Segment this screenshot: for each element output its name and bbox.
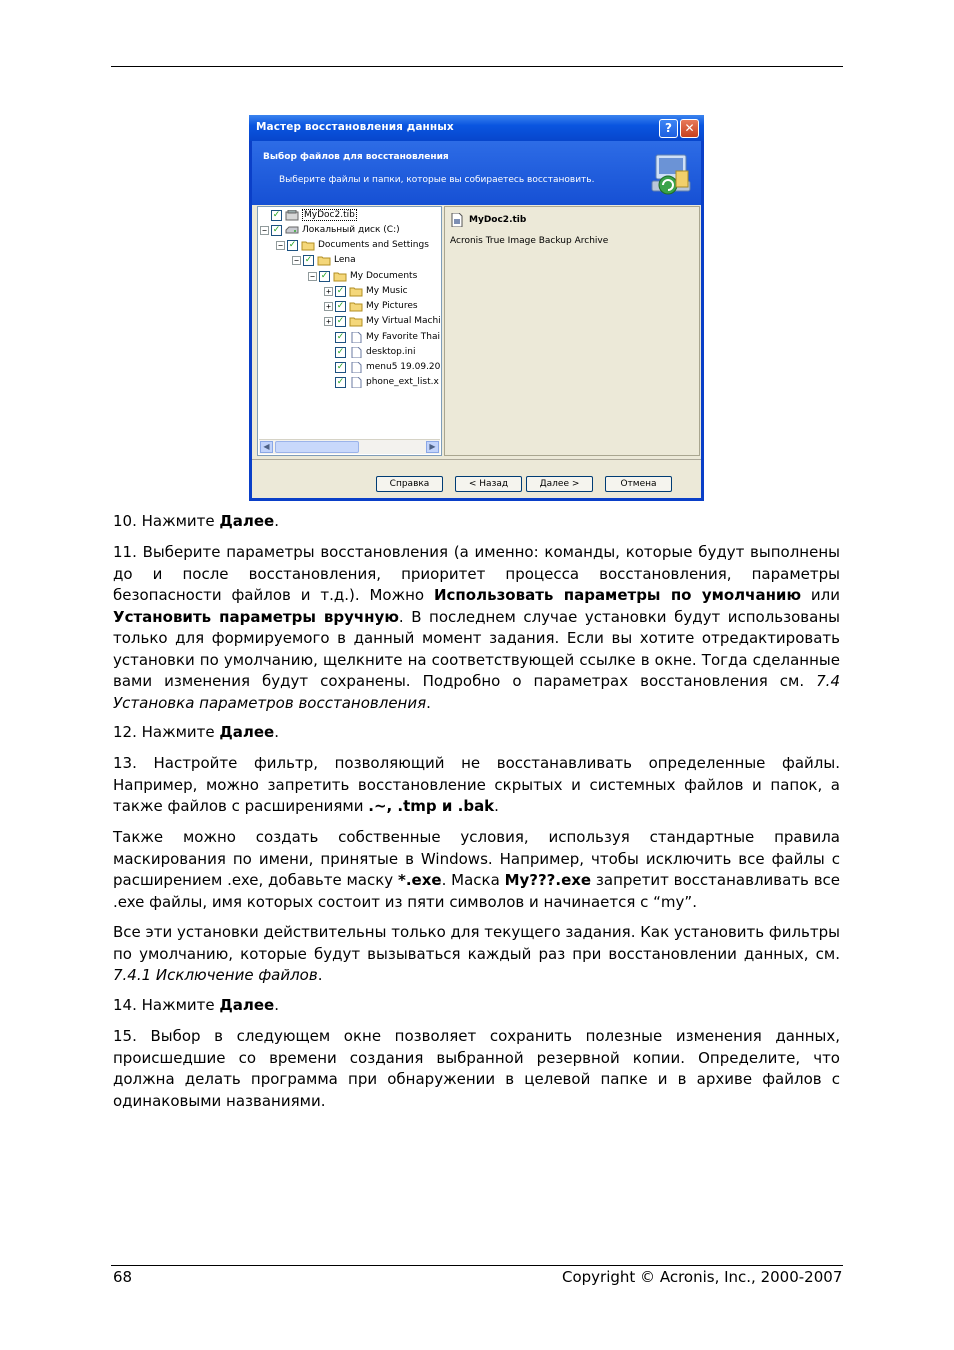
page-number: 68 xyxy=(113,1268,133,1286)
tree-label: desktop.ini xyxy=(366,347,416,357)
help-button[interactable]: Справка xyxy=(376,476,443,492)
tree-row[interactable] xyxy=(276,238,429,252)
checkbox[interactable]: ✓ xyxy=(336,361,345,372)
horizontal-scrollbar[interactable] xyxy=(259,439,440,454)
tree-row[interactable] xyxy=(260,223,400,237)
scroll-right-icon[interactable]: ▶ xyxy=(426,441,439,453)
back-button[interactable]: < Назад xyxy=(455,476,522,492)
step-12: 12. Нажмите Далее. xyxy=(113,723,280,741)
button-divider xyxy=(252,459,701,460)
step-13-masks: Также можно создать собственные условия, используя стандартные правила маскирования по имени, принятые в Windows. Например, чтобы исключить все файлы с расширением .exe, добавьте маску *.exe. Маска My???.exe запретит восстанавливать все .exe файлы, имя которых состоит из пяти символов и начинается с “my”. xyxy=(113,828,841,911)
next-label: Далее xyxy=(219,723,275,741)
folder-icon xyxy=(349,301,363,312)
archive-name: MyDoc2.tib xyxy=(469,215,527,225)
tree-row[interactable] xyxy=(308,269,417,283)
header-rule xyxy=(111,66,843,67)
step-10: 10. Нажмите Далее. xyxy=(113,512,280,530)
tree-label: My Pictures xyxy=(366,301,418,311)
copyright: Copyright © Acronis, Inc., 2000-2007 xyxy=(562,1268,843,1286)
details-pane xyxy=(444,206,700,456)
checkbox[interactable]: ✓ xyxy=(320,270,329,281)
drive-icon xyxy=(285,225,299,236)
tree-label: My Documents xyxy=(350,271,418,281)
archive-icon xyxy=(285,210,299,221)
checkbox[interactable]: ✓ xyxy=(272,224,281,235)
folder-icon xyxy=(317,255,331,266)
window-title: Мастер восстановления данных xyxy=(256,121,454,133)
step-11: 11. Выберите параметры восстановления (а именно: команды, которые будут выполнены до и после восстановления, приоритет процесса восстановления, параметры безопасности файлов и т.д.). Можно Использовать параметры по умолчанию или Установить параметры вручную. В последнем случае установки будут использованы только для формируемого в данный момент задания. Если вы хотите отредактировать установки по умолчанию, щелкните на соответствующей ссылке в окне. Тогда сделанные вами изменения будут сохранены. Подробно о параметрах восстановления см. 7.4 Установка параметров восстановления. xyxy=(113,543,840,712)
checkbox[interactable]: ✓ xyxy=(336,346,345,357)
cancel-button[interactable]: Отмена xyxy=(605,476,672,492)
mask-exe: *.exe xyxy=(397,871,442,889)
checkbox[interactable]: ✓ xyxy=(288,239,297,250)
step-14: 14. Нажмите Далее. xyxy=(113,996,280,1014)
next-button[interactable]: Далее > xyxy=(526,476,593,492)
restore-wizard-dialog xyxy=(249,115,704,501)
expander xyxy=(324,333,333,342)
wizard-body xyxy=(252,205,701,498)
archive-file-icon xyxy=(451,213,463,227)
close-button[interactable]: ✕ xyxy=(680,119,699,138)
folder-icon xyxy=(333,271,347,282)
tree-label: MyDoc2.tib xyxy=(304,210,355,220)
set-manually-label: Установить параметры вручную xyxy=(113,607,399,626)
collapse-icon[interactable]: − xyxy=(276,241,285,250)
step-subtitle: Выберите файлы и папки, которые вы собираетесь восстановить. xyxy=(279,175,595,185)
expander xyxy=(260,211,269,220)
tree-label: Documents and Settings xyxy=(318,240,429,250)
collapse-icon[interactable]: − xyxy=(308,272,317,281)
file-icon xyxy=(349,377,363,388)
tree-label: menu5 19.09.20 xyxy=(366,362,441,372)
tree-label: My Favorite Thai xyxy=(366,332,440,342)
tree-row[interactable] xyxy=(324,345,415,359)
folder-icon xyxy=(349,316,363,327)
collapse-icon[interactable]: − xyxy=(292,256,301,265)
expander xyxy=(324,363,333,372)
checkbox[interactable]: ✓ xyxy=(304,254,313,265)
tree-row[interactable] xyxy=(292,253,356,267)
archive-description: Acronis True Image Backup Archive xyxy=(450,236,609,246)
file-icon xyxy=(349,347,363,358)
checkbox[interactable]: ✓ xyxy=(272,209,281,220)
tree-row[interactable] xyxy=(324,314,441,328)
section-link[interactable]: 7.4.1 Исключение файлов xyxy=(113,966,318,984)
expander xyxy=(324,378,333,387)
tree-label: My Music xyxy=(366,286,408,296)
tree-label: phone_ext_list.x xyxy=(366,377,439,387)
tree-row[interactable] xyxy=(324,360,440,374)
file-tree[interactable] xyxy=(257,206,442,456)
tree-label: Локальный диск (C:) xyxy=(302,225,400,235)
file-icon xyxy=(349,362,363,373)
tree-row[interactable] xyxy=(260,208,357,222)
scroll-left-icon[interactable]: ◀ xyxy=(260,441,273,453)
extensions-label: .~, .tmp и .bak xyxy=(368,797,495,815)
scroll-thumb[interactable] xyxy=(275,441,359,453)
expander xyxy=(324,348,333,357)
checkbox[interactable]: ✓ xyxy=(336,376,345,387)
use-defaults-label: Использовать параметры по умолчанию xyxy=(433,586,802,604)
checkbox[interactable]: ✓ xyxy=(336,300,345,311)
step-13-defaults: Все эти установки действительны только для текущего задания. Как установить фильтры по умолчанию, которые будут вызываться каждый раз при восстановлении данных, см. 7.4.1 Исключение файлов. xyxy=(113,923,840,984)
step-13: 13. Настройте фильтр, позволяющий не восстанавливать определенные файлы. Например, можно запретить восстановление скрытых и системных файлов и папок, а также файлов с расширениями .~, .tmp и .bak. xyxy=(113,754,840,815)
step-15: 15. Выбор в следующем окне позволяет сохранить полезные изменения данных, происшедшие со времени создания выбранной резервной копии. Определите, что должна делать программа при обнаружении в целевой папке и в архиве файлов с одинаковыми названиями. xyxy=(113,1027,840,1110)
next-label: Далее xyxy=(219,996,275,1014)
restore-wizard-icon xyxy=(646,147,696,199)
expand-icon[interactable]: + xyxy=(324,302,333,311)
mask-my: My???.exe xyxy=(504,871,592,889)
folder-icon xyxy=(301,240,315,251)
title-bar xyxy=(249,115,704,141)
tree-row[interactable] xyxy=(324,284,408,298)
tree-label: Lena xyxy=(334,255,356,265)
section-link[interactable]: 7.4 Установка параметров восстановления xyxy=(113,672,840,712)
footer-rule xyxy=(111,1265,843,1266)
file-icon xyxy=(349,332,363,343)
tree-label: My Virtual Machi xyxy=(366,316,441,326)
help-title-button[interactable]: ? xyxy=(659,119,678,138)
expand-icon[interactable]: + xyxy=(324,317,333,326)
checkbox[interactable]: ✓ xyxy=(336,315,345,326)
expand-icon[interactable]: + xyxy=(324,287,333,296)
tree-row[interactable] xyxy=(324,375,439,389)
collapse-icon[interactable]: − xyxy=(260,226,269,235)
checkbox[interactable]: ✓ xyxy=(336,331,345,342)
next-label: Далее xyxy=(219,512,275,530)
tree-row[interactable] xyxy=(324,299,418,313)
checkbox[interactable]: ✓ xyxy=(336,285,345,296)
tree-row[interactable] xyxy=(324,330,440,344)
wizard-header xyxy=(252,141,701,205)
folder-icon xyxy=(349,286,363,297)
step-title: Выбор файлов для восстановления xyxy=(263,152,449,162)
